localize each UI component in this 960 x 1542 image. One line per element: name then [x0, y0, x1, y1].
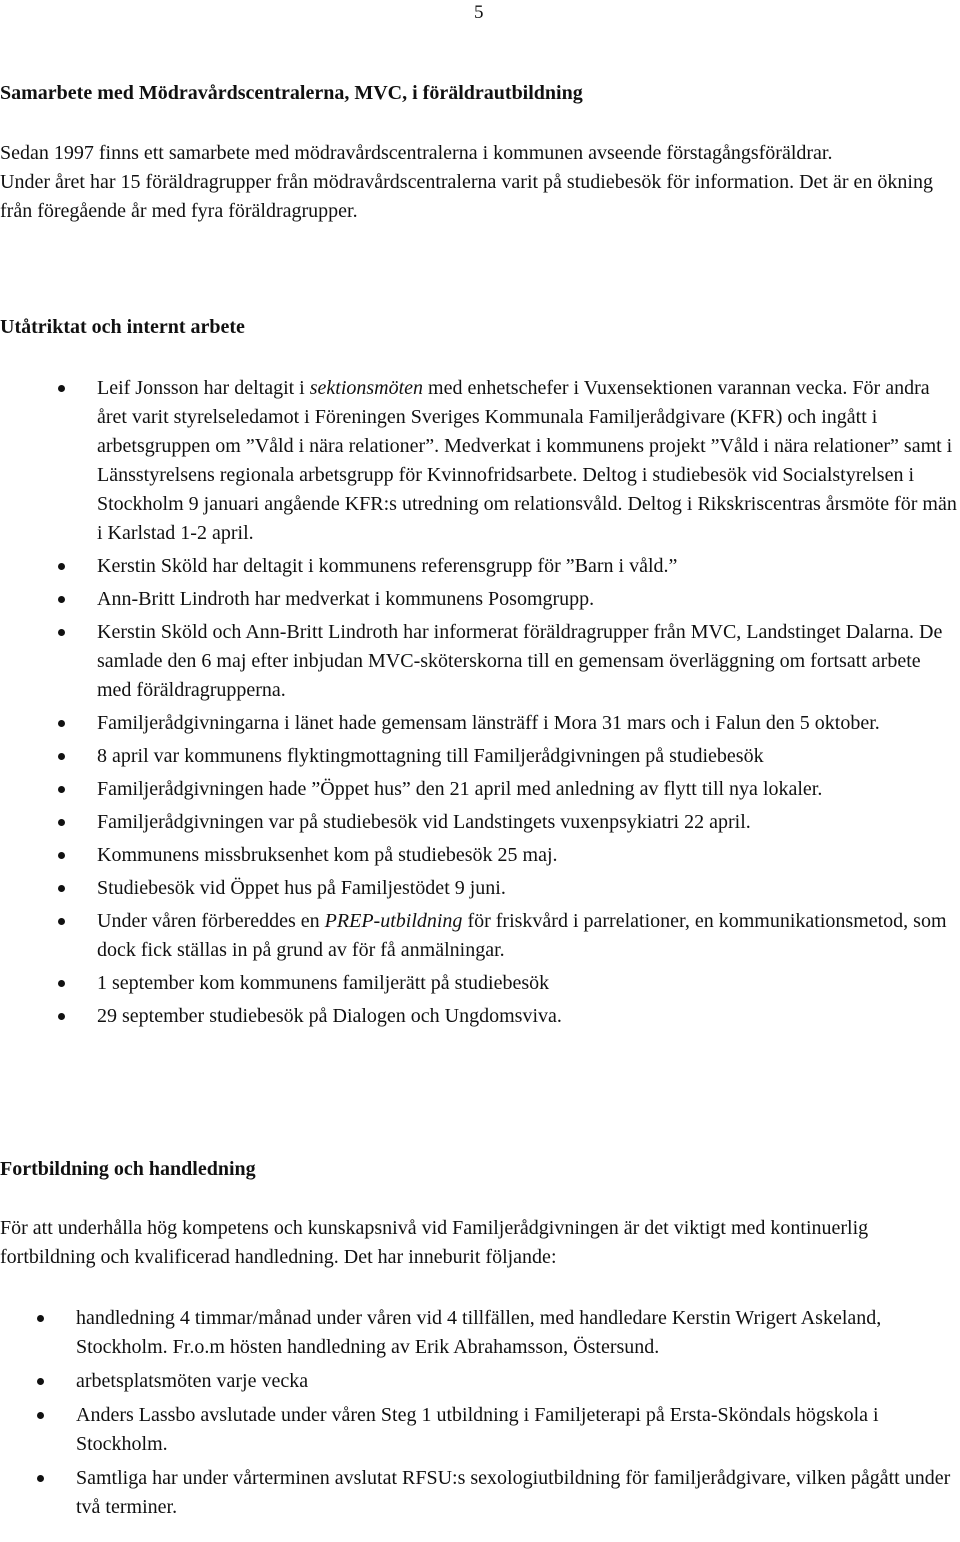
list-item: Leif Jonsson har deltagit i sektionsmöten med enhetschefer i Vuxensektionen varannan vecka. För andra året varit styrelseledamot i Föreningen Sveriges Kommunala Familjerådgivare (KFR) och ingått i arbetsgruppen om ”Våld i nära relationer”. Medverkat i kommunens projekt ”Våld i nära relationer” samt i Länsstyrelsens regionala arbetsgrupp för Kvinnofridsarbete. Deltog i studiebesök vid Socialstyrelsen i Stockholm 9 januari angående KFR:s utredning om relationsvåld. Deltog i Rikskriscentras årsmöte för män i Karlstad 1-2 april. — [0, 374, 960, 548]
section-outreach — [0, 314, 960, 1035]
list-item: Ann-Britt Lindroth har medverkat i kommunens Posomgrupp. — [0, 585, 960, 614]
bullet-icon — [58, 629, 65, 636]
bullet-icon — [58, 980, 65, 987]
list-item: Familjerådgivningarna i länet hade gemensam länsträff i Mora 31 mars och i Falun den 5 oktober. — [0, 709, 960, 738]
paragraph: För att underhålla hög kompetens och kunskapsnivå vid Familjerådgivningen är det viktigt med kontinuerlig fortbildning och kvalificerad handledning. Det har inneburit följande: — [0, 1217, 869, 1268]
bullet-icon — [58, 819, 65, 826]
section-heading: Utåtriktat och internt arbete — [0, 316, 245, 338]
bullet-icon — [58, 786, 65, 793]
list-item: Kommunens missbruksenhet kom på studiebesök 25 maj. — [0, 841, 960, 870]
list-item: 1 september kom kommunens familjerätt på studiebesök — [0, 969, 960, 998]
section-heading: Samarbete med Mödravårdscentralerna, MVC, i föräldrautbildning — [0, 82, 583, 104]
emphasis: PREP-utbildning — [324, 910, 463, 932]
section-training — [0, 1156, 960, 1527]
bullet-list — [0, 1304, 960, 1522]
bullet-icon — [37, 1378, 44, 1385]
bullet-icon — [37, 1315, 44, 1322]
bullet-icon — [58, 753, 65, 760]
bullet-icon — [37, 1412, 44, 1419]
list-item: Anders Lassbo avslutade under våren Steg 1 utbildning i Familjeterapi på Ersta-Sköndals högskola i Stockholm. — [0, 1401, 960, 1459]
bullet-icon — [58, 596, 65, 603]
list-item: Kerstin Sköld har deltagit i kommunens referensgrupp för ”Barn i våld.” — [0, 552, 960, 581]
list-item: handledning 4 timmar/månad under våren vid 4 tillfällen, med handledare Kerstin Wrigert Askeland, Stockholm. Fr.o.m hösten handledning av Erik Abrahamsson, Östersund. — [0, 1304, 960, 1362]
section-heading: Fortbildning och handledning — [0, 1158, 256, 1180]
bullet-icon — [58, 885, 65, 892]
list-item: Familjerådgivningen var på studiebesök vid Landstingets vuxenpsykiatri 22 april. — [0, 808, 960, 837]
paragraph: Under året har 15 föräldragrupper från mödravårdscentralerna varit på studiebesök för information. Det är en ökning från föregående år med fyra föräldragrupper. — [0, 171, 933, 222]
bullet-icon — [58, 563, 65, 570]
list-item: 8 april var kommunens flyktingmottagning till Familjerådgivningen på studiebesök — [0, 742, 960, 771]
bullet-icon — [58, 1013, 65, 1020]
bullet-icon — [58, 918, 65, 925]
bullet-icon — [37, 1475, 44, 1482]
bullet-icon — [58, 720, 65, 727]
list-item: Samtliga har under vårterminen avslutat RFSU:s sexologiutbildning för familjerådgivare, vilken pågått under två terminer. — [0, 1464, 960, 1522]
list-item: Familjerådgivningen hade ”Öppet hus” den 21 april med anledning av flytt till nya lokaler. — [0, 775, 960, 804]
list-item: Studiebesök vid Öppet hus på Familjestödet 9 juni. — [0, 874, 960, 903]
section-mvc — [0, 80, 960, 226]
page-number: 5 — [474, 2, 484, 23]
list-item: Under våren förbereddes en PREP-utbildning för friskvård i parrelationer, en kommunikationsmetod, som dock fick ställas in på grund av för få anmälningar. — [0, 907, 960, 965]
list-item: arbetsplatsmöten varje vecka — [0, 1367, 960, 1396]
bullet-icon — [58, 852, 65, 859]
paragraph: Sedan 1997 finns ett samarbete med mödravårdscentralerna i kommunen avseende förstagångsföräldrar. — [0, 142, 833, 164]
list-item: Kerstin Sköld och Ann-Britt Lindroth har informerat föräldragrupper från MVC, Landstinget Dalarna. De samlade den 6 maj efter inbjudan MVC-sköterskorna till en gemensam överläggning om fortsatt arbete med föräldragrupperna. — [0, 618, 960, 705]
emphasis: sektionsmöten — [309, 377, 424, 399]
bullet-list — [0, 374, 960, 1031]
bullet-icon — [58, 385, 65, 392]
list-item: 29 september studiebesök på Dialogen och Ungdomsviva. — [0, 1002, 960, 1031]
